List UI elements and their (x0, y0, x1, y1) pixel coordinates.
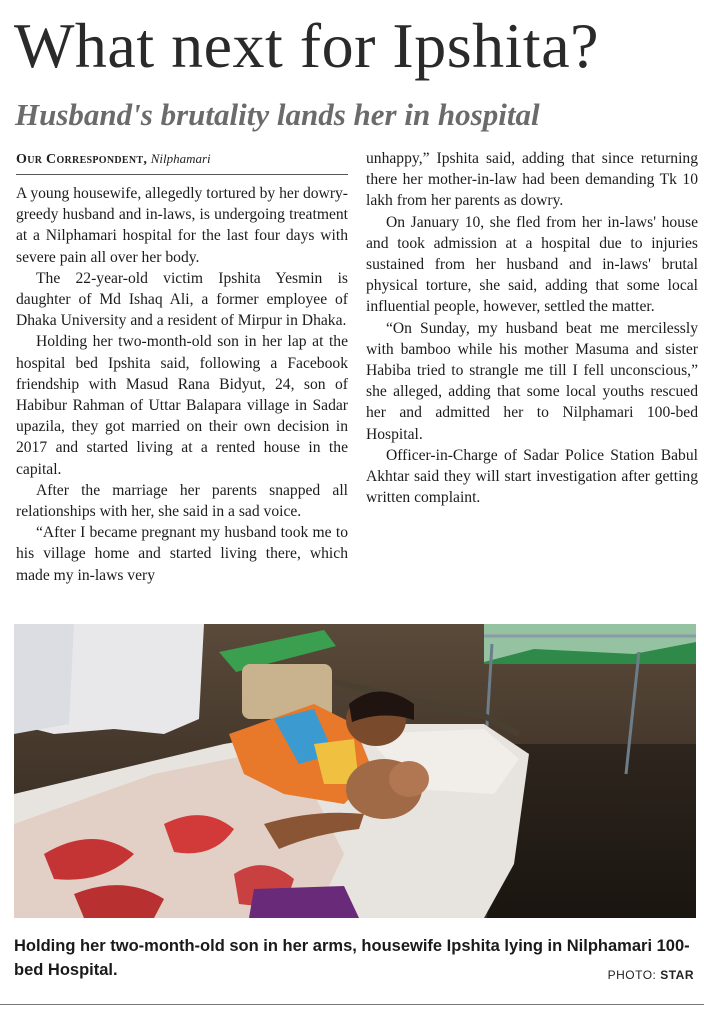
article-column-1 (16, 183, 348, 586)
headline: What next for Ipshita? (14, 10, 599, 81)
credit-label: PHOTO: (607, 968, 657, 982)
byline (16, 150, 348, 169)
credit-source: STAR (660, 968, 694, 982)
paragraph: On January 10, she fled from her in-laws' house and took admission at a hospital due to injuries sustained from her husband and in-laws' brutal physical torture, she said, adding that some local influential people, however, settled the matter. (366, 213, 698, 316)
article-column-2 (366, 148, 698, 508)
byline-place: Nilphamari (150, 151, 211, 166)
paragraph: The 22-year-old victim Ipshita Yesmin is daughter of Md Ishaq Ali, a former employee of Dhaka University and a resident of Mirpur in Dhaka. (16, 269, 348, 330)
paragraph: “On Sunday, my husband beat me mercilessly with bamboo while his mother Masuma and sister Habiba tried to strangle me till I fell unconscious,” she alleged, adding that some local youths rescued her and admitted her to Nilphamari 100-bed Hospital. (366, 319, 698, 443)
paragraph: Holding her two-month-old son in her lap at the hospital bed Ipshita said, following a Facebook friendship with Masud Rana Bidyut, 24, son of Habibur Rahman of Uttar Balapara village in Sadar upazila, they got married on their own decision in 2017 and started living at a rented house in the capital. (16, 333, 348, 478)
paragraph: unhappy,” Ipshita said, adding that since returning there her mother-in-law had been demanding Tk 10 lakh from her parents as dowry. (366, 150, 698, 210)
paragraph: Officer-in-Charge of Sadar Police Station Babul Akhtar said they will start investigation after getting written complaint. (366, 446, 698, 507)
subheadline: Husband's brutality lands her in hospital (15, 97, 540, 132)
byline-rule (16, 174, 348, 175)
hospital-photo (14, 624, 696, 918)
paragraph: After the marriage her parents snapped all relationships with her, she said in a sad voice. (16, 481, 348, 521)
paragraph: “After I became pregnant my husband took me to his village home and started living there, which made my in-laws very (16, 524, 348, 584)
photo-caption: Holding her two-month-old son in her arms, housewife Ipshita lying in Nilphamari 100-bed Hospital. (14, 937, 690, 979)
paragraph: A young housewife, allegedly tortured by her dowry-greedy husband and in-laws, is undergoing treatment at a Nilphamari hospital for the last four days with severe pain all over her body. (16, 185, 348, 266)
byline-name: Our Correspondent, (16, 152, 148, 167)
photo-credit (608, 968, 694, 982)
bottom-rule (0, 1004, 704, 1005)
